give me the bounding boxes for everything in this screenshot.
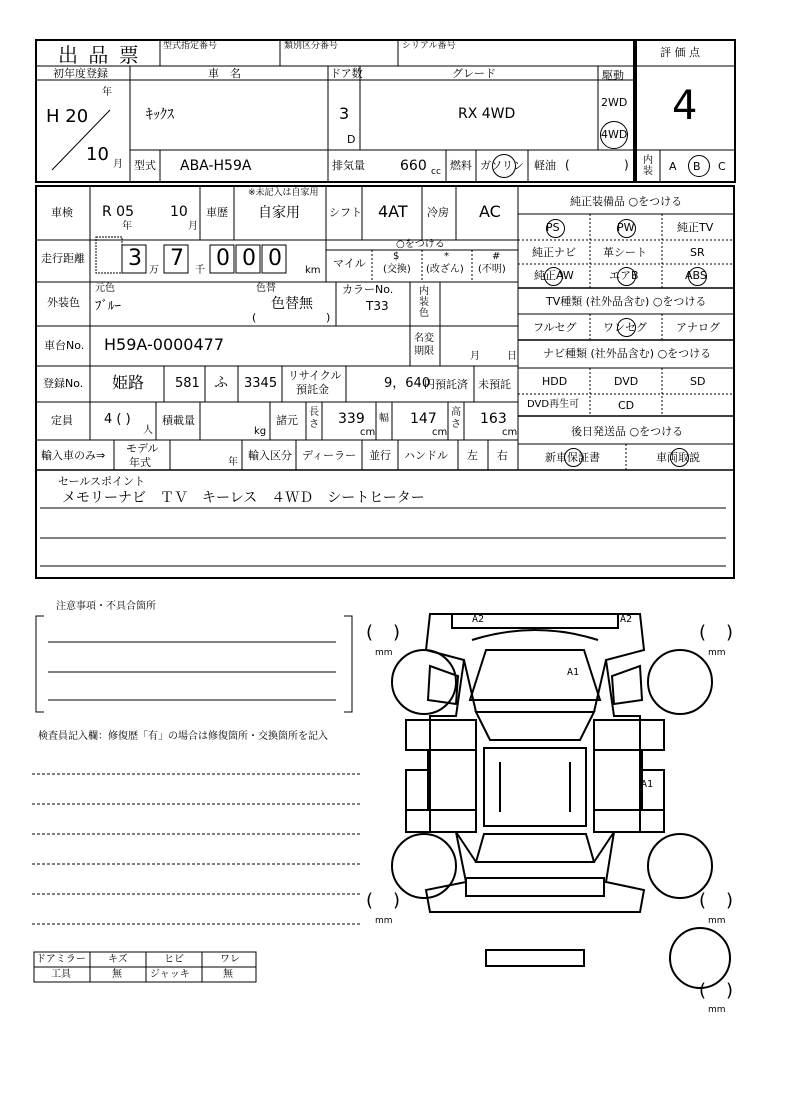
mileage-tampered: (改ざん) bbox=[426, 264, 464, 275]
displacement-unit: cc bbox=[431, 167, 441, 177]
tv-oneseg: ワンセグ bbox=[603, 321, 647, 334]
equipment-sr: SR bbox=[690, 246, 705, 259]
docs-warranty-circle-mark bbox=[564, 448, 583, 467]
load-unit: kg bbox=[254, 426, 267, 437]
equipment-ps: PS bbox=[546, 221, 560, 234]
inspection-month-unit: 月 bbox=[188, 221, 198, 232]
mileage-circle-note: ○をつける bbox=[396, 239, 445, 250]
color-number: T33 bbox=[366, 299, 389, 313]
tire-fl-paren-close: ) bbox=[393, 622, 401, 643]
drive-4wd: 4WD bbox=[601, 128, 628, 141]
evaluation-score: 4 bbox=[672, 83, 698, 129]
equipment-airbag: エアB bbox=[609, 269, 639, 282]
interior-grade-c: C bbox=[718, 160, 726, 173]
model-year-label-2: 年式 bbox=[129, 456, 151, 469]
load-label: 積載量 bbox=[162, 414, 195, 427]
mileage-sym-hash: # bbox=[492, 251, 501, 262]
history-label: 車歴 bbox=[206, 206, 228, 219]
import-dealer: ディーラー bbox=[302, 449, 357, 462]
table-crack: ヒビ bbox=[164, 954, 184, 965]
recycle-label-2: 預託金 bbox=[296, 383, 329, 396]
drive-4wd-circle-mark bbox=[600, 121, 628, 149]
interior-color-label: 内装色 bbox=[419, 286, 429, 319]
tire-fr-paren-open: ( bbox=[699, 622, 707, 643]
name-change-month-unit: 月 bbox=[470, 351, 480, 362]
recycle-unpaid: 未預託 bbox=[478, 378, 511, 391]
recycle-label-1: リサイクル bbox=[288, 369, 342, 382]
length-label: 長さ bbox=[309, 407, 319, 430]
mileage-sen-unit: 千 bbox=[195, 265, 205, 276]
docs-warranty: 新車保証書 bbox=[545, 451, 600, 464]
tire-rl-paren-open: ( bbox=[366, 890, 374, 911]
fuel-label: 燃料 bbox=[450, 159, 472, 172]
model-code: ABA-H59A bbox=[180, 158, 252, 174]
table-door-mirror: ドアミラー bbox=[36, 954, 86, 965]
nav-title: ナビ種類 (社外品含む) ○をつける bbox=[543, 347, 712, 360]
width-value: 147 bbox=[410, 411, 437, 427]
equipment-pw-circle-mark bbox=[617, 219, 636, 238]
height-label: 高さ bbox=[451, 407, 461, 430]
capacity-persons-unit: 人 bbox=[143, 425, 153, 436]
model-year-unit: 年 bbox=[228, 457, 238, 468]
dimensions-label: 諸元 bbox=[276, 414, 298, 427]
nav-hdd: HDD bbox=[542, 375, 568, 388]
color-label: 外装色 bbox=[47, 296, 80, 309]
handle-label: ハンドル bbox=[404, 449, 448, 462]
handle-right: 右 bbox=[497, 449, 508, 462]
drive-label: 駆動 bbox=[602, 69, 624, 82]
tire-rl-paren-close: ) bbox=[393, 890, 401, 911]
docs-manual-circle-mark bbox=[670, 448, 689, 467]
equipment-ps-circle-mark bbox=[546, 219, 565, 238]
registration-era-year: H 20 bbox=[46, 106, 89, 127]
serial-label: シリアル番号 bbox=[402, 41, 456, 51]
equipment-abs: ABS bbox=[685, 269, 707, 282]
inspection-year-unit: 年 bbox=[122, 221, 132, 232]
grade-value: RX 4WD bbox=[458, 106, 516, 122]
model-year-label-1: モデル bbox=[126, 442, 159, 455]
tire-fl-paren-open: ( bbox=[366, 622, 374, 643]
nav-dvd-playable: DVD再生可 bbox=[527, 399, 580, 410]
registration-year-unit: 年 bbox=[102, 87, 112, 98]
car-name: ｷｯｸｽ bbox=[146, 107, 174, 123]
damage-mark-a2-front-left: A2 bbox=[472, 614, 485, 625]
table-tools: 工具 bbox=[51, 969, 71, 980]
equipment-pw: PW bbox=[617, 221, 635, 234]
door-count: 3 bbox=[339, 104, 350, 123]
name-change-day-unit: 日 bbox=[507, 351, 517, 362]
damage-mark-a1-hood: A1 bbox=[567, 667, 580, 678]
damage-mark-a2-front-right: A2 bbox=[620, 614, 633, 625]
recycle-unit: 円預託済 bbox=[424, 378, 468, 391]
inspection-label: 車検 bbox=[51, 206, 73, 219]
fuel-paren-close: ) bbox=[624, 158, 629, 172]
table-scratch: キズ bbox=[108, 954, 128, 965]
tire-fr-paren-close: ) bbox=[726, 622, 734, 643]
name-change-label: 名変期限 bbox=[414, 333, 434, 357]
shift-value: 4AT bbox=[378, 202, 408, 221]
original-color-label: 元色 bbox=[95, 283, 115, 294]
mileage-digit-5: 0 bbox=[268, 246, 282, 271]
mileage-km-unit: km bbox=[305, 265, 321, 276]
registration-month-unit: 月 bbox=[113, 159, 123, 170]
displacement-value: 660 bbox=[400, 158, 427, 174]
model-label: 型式 bbox=[134, 159, 156, 172]
mileage-man-unit: 万 bbox=[149, 265, 159, 276]
equipment-aw: 純正AW bbox=[534, 269, 574, 282]
mileage-digit-3: 0 bbox=[216, 246, 230, 271]
interior-grade-b: B bbox=[693, 160, 701, 173]
height-value: 163 bbox=[480, 411, 507, 427]
equipment-airbag-circle-mark bbox=[617, 267, 636, 286]
grade-label: グレード bbox=[452, 67, 496, 80]
equipment-aw-circle-mark bbox=[544, 267, 563, 286]
original-color: ﾌﾞﾙｰ bbox=[95, 299, 121, 314]
inspector-label: 検査員記入欄：修復歴「有」の場合は修復箇所・交換箇所を記入 bbox=[38, 731, 328, 742]
inspection-month: 10 bbox=[170, 204, 188, 220]
mileage-digit-4: 0 bbox=[242, 246, 256, 271]
chassis-label: 車台No. bbox=[44, 339, 85, 352]
interior-label: 内装 bbox=[643, 155, 653, 177]
handle-left: 左 bbox=[467, 449, 478, 462]
equipment-abs-circle-mark bbox=[688, 267, 707, 286]
table-jack: ジャッキ bbox=[150, 969, 190, 980]
page-title: 出 品 票 bbox=[58, 43, 141, 67]
tire-rr-paren-close: ) bbox=[726, 890, 734, 911]
height-unit: cm bbox=[502, 427, 518, 438]
recycle-amount: 9，640 bbox=[384, 376, 431, 391]
sales-point-label: セールスポイント bbox=[58, 475, 146, 488]
import-type-label: 輸入区分 bbox=[248, 449, 292, 462]
interior-b-circle-mark bbox=[688, 155, 710, 177]
capacity-label: 定員 bbox=[51, 414, 73, 427]
mileage-digit-1: 3 bbox=[128, 246, 142, 271]
nav-dvd: DVD bbox=[614, 375, 639, 388]
equipment-leather: 革シート bbox=[603, 246, 647, 259]
fuel-gasoline: ガソリン bbox=[480, 159, 524, 172]
doors-label: ドア数 bbox=[330, 67, 363, 80]
fuel-gasoline-circle-mark bbox=[492, 154, 516, 178]
mileage-digit-2: 7 bbox=[170, 246, 184, 271]
mileage-unknown: (不明) bbox=[478, 264, 506, 275]
tire-rr-paren-open: ( bbox=[699, 890, 707, 911]
tv-title: TV種類 (社外品含む) ○をつける bbox=[546, 295, 707, 308]
docs-manual: 車両取説 bbox=[656, 451, 700, 464]
repaint-value: 色替無 bbox=[271, 296, 313, 312]
tire-spare-mm: mm bbox=[708, 1005, 726, 1015]
first-registration-label: 初年度登録 bbox=[53, 67, 108, 80]
mileage-exchanged: (交換) bbox=[383, 264, 411, 275]
registration-month: 10 bbox=[86, 144, 109, 165]
repaint-label: 色替 bbox=[256, 283, 276, 294]
category-label: 類別区分番号 bbox=[284, 41, 339, 51]
car-name-label: 車 名 bbox=[208, 67, 241, 80]
drive-2wd: 2WD bbox=[601, 96, 628, 109]
table-jack-value: 無 bbox=[223, 969, 233, 980]
tire-fl-mm: mm bbox=[375, 648, 393, 658]
repaint-paren-open: ( bbox=[252, 311, 257, 324]
fuel-kerosene: 軽油 bbox=[534, 159, 556, 172]
import-label: 輸入車のみ⇒ bbox=[41, 449, 106, 462]
tv-oneseg-circle-mark bbox=[617, 318, 636, 337]
tv-fullseg: フルセグ bbox=[533, 321, 577, 334]
equipment-navi: 純正ナビ bbox=[532, 246, 576, 259]
tire-rl-mm: mm bbox=[375, 916, 393, 926]
mileage-label: 走行距離 bbox=[41, 252, 85, 265]
chassis-number: H59A-0000477 bbox=[104, 335, 225, 354]
table-break: ワレ bbox=[220, 954, 240, 965]
damage-mark-a1-right-door: A1 bbox=[641, 779, 654, 790]
equipment-tv: 純正TV bbox=[677, 221, 714, 234]
repaint-paren-close: ) bbox=[326, 311, 331, 324]
tire-spare-paren-open: ( bbox=[699, 980, 707, 1001]
width-unit: cm bbox=[432, 427, 448, 438]
mileage-mile: マイル bbox=[333, 257, 366, 270]
length-unit: cm bbox=[360, 427, 376, 438]
history-note: ※未記入は自家用 bbox=[248, 188, 319, 198]
caution-label: 注意事項・不具合箇所 bbox=[56, 601, 156, 612]
docs-title: 後日発送品 ○をつける bbox=[571, 425, 684, 438]
fuel-paren-open: ( bbox=[565, 158, 570, 172]
tire-rr-mm: mm bbox=[708, 916, 726, 926]
mileage-sym-dollar: $ bbox=[393, 251, 400, 262]
import-parallel: 並行 bbox=[369, 449, 391, 462]
door-suffix: D bbox=[347, 133, 356, 146]
width-label: 幅 bbox=[379, 413, 389, 424]
model-designation-label: 型式指定番号 bbox=[163, 41, 218, 51]
score-label: 評 価 点 bbox=[660, 46, 700, 59]
ac-label: 冷房 bbox=[427, 206, 449, 219]
tire-fr-mm: mm bbox=[708, 648, 726, 658]
registration-number: 581 bbox=[175, 376, 200, 391]
tire-spare-paren-close: ) bbox=[726, 980, 734, 1001]
equipment-title: 純正装備品 ○をつける bbox=[570, 195, 683, 208]
registration-kana: ふ bbox=[214, 375, 228, 391]
history-value: 自家用 bbox=[258, 205, 300, 221]
ac-value: AC bbox=[479, 202, 501, 221]
tv-analog: アナログ bbox=[676, 321, 720, 334]
inspection-era: R 05 bbox=[102, 204, 134, 220]
mileage-sym-star: * bbox=[444, 251, 449, 262]
registration-label: 登録No. bbox=[43, 377, 84, 390]
sales-point-text: メモリーナビ ＴＶ キーレス ４ＷＤ シートヒーター bbox=[62, 490, 425, 506]
displacement-label: 排気量 bbox=[332, 159, 365, 172]
capacity-persons: 4 ( ) bbox=[104, 412, 131, 427]
color-number-label: カラーNo. bbox=[342, 283, 394, 296]
table-tools-value: 無 bbox=[112, 969, 122, 980]
nav-cd: CD bbox=[618, 399, 635, 412]
nav-sd: SD bbox=[690, 375, 706, 388]
registration-serial: 3345 bbox=[244, 376, 278, 391]
interior-grade-a: A bbox=[669, 160, 677, 173]
length-value: 339 bbox=[338, 411, 365, 427]
registration-city: 姫路 bbox=[112, 373, 145, 392]
car-body-diagram bbox=[392, 614, 730, 988]
shift-label: シフト bbox=[329, 206, 362, 219]
